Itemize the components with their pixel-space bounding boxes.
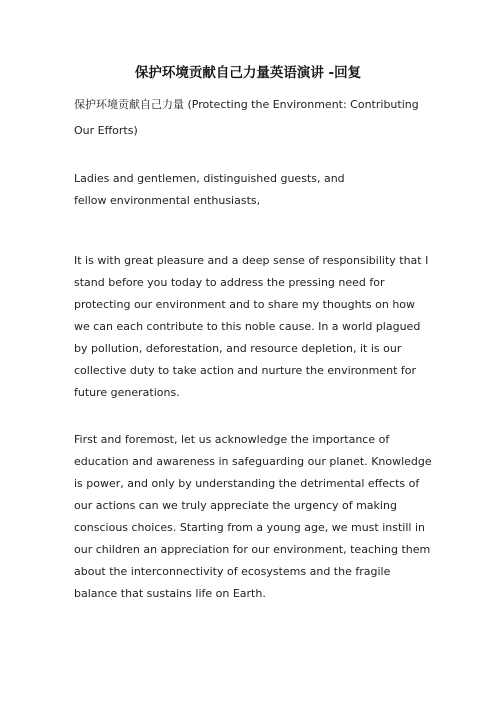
document-subtitle: 保护环境贡献自己力量 (Protecting the Environment: Contributing Our Efforts) — [74, 98, 419, 137]
intro-paragraph: It is with great pleasure and a deep sense of responsibility that I stand before you today to address the pressing need for protecting our environment and to share my thoughts on how we can each contribute to this noble cause. In a world plagued by pollution, deforestation, and resource depletion, it is our collective duty to take action and nurture the environment for future generations. — [74, 254, 429, 399]
education-paragraph: First and foremost, let us acknowledge the importance of education and awareness in safeguarding our planet. Knowledge is power, and only by understanding the detrimental effects of our actions can we truly appreciate the urgency of making conscious choices. Starting from a young age, we must instill in our children an appreciation for our environment, teaching them about the interconnectivity of ecosystems and the fragile balance that sustains life on Earth. — [74, 433, 432, 600]
document-title: 保护环境贡献自己力量英语演讲 -回复 — [134, 65, 362, 81]
greeting-paragraph: Ladies and gentlemen, distinguished guests, and fellow environmental enthusiasts, — [74, 172, 345, 207]
